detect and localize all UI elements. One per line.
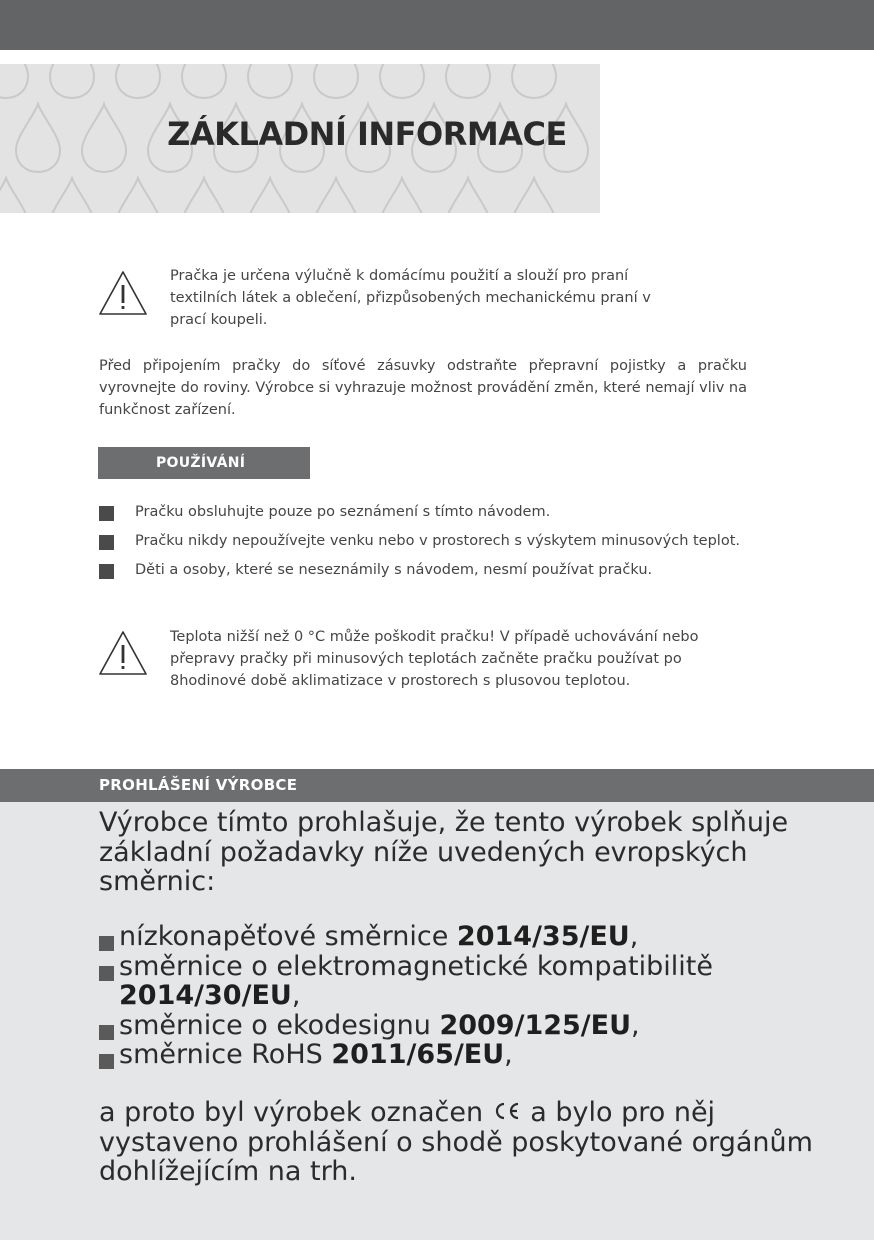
water-drop-icon (116, 64, 160, 98)
declaration-outro (99, 1098, 819, 1187)
directive-suffix: , (631, 1009, 640, 1041)
bullet-square-icon (99, 1025, 114, 1040)
water-drop-icon (248, 178, 292, 213)
directive-item (99, 952, 819, 1011)
ce-mark-icon (492, 1101, 522, 1121)
directive-suffix: , (291, 980, 301, 1011)
bullet-square-icon (99, 966, 114, 981)
water-drop-icon (50, 64, 94, 98)
water-drop-icon (116, 178, 160, 213)
water-drop-icon (446, 178, 490, 213)
bullet-square-icon (99, 506, 114, 521)
declaration-intro: Výrobce tímto prohlašuje, že tento výrobek splňuje základní požadavky níže uvedených evropských směrnic: (99, 807, 789, 897)
water-drop-icon (512, 64, 556, 98)
directive-item (99, 922, 819, 952)
list-item (99, 500, 779, 529)
list-item (99, 558, 779, 587)
directive-item (99, 1040, 819, 1070)
water-drop-icon (380, 64, 424, 98)
top-bar (0, 0, 874, 50)
usage-heading: POUŽÍVÁNÍ (98, 447, 310, 479)
directives-list (99, 922, 819, 1070)
water-drop-icon (182, 64, 226, 98)
water-drop-icon (0, 178, 28, 213)
outro-text-after: a bylo pro něj vystaveno prohlášení o shodě poskytované orgánům dohlížejícím na trh. (99, 1097, 813, 1187)
warning-triangle-icon (98, 630, 148, 676)
water-drop-icon (50, 178, 94, 213)
bullet-square-icon (99, 564, 114, 579)
water-drop-icon (248, 64, 292, 98)
water-drop-icon (446, 64, 490, 98)
directive-text: nízkonapěťové směrnice (119, 921, 457, 952)
warning-text-temperature: Teplota nižší než 0 °C může poškodit pračku! V případě uchovávání nebo přepravy pračky při minusových teplotách začněte pračku používat po 8hodinové době aklimatizace v prostorech s plusovou teplotou. (170, 629, 699, 689)
directive-code: 2014/30/EU (119, 980, 292, 1011)
directive-code: 2014/35/EU (456, 921, 630, 952)
directive-code: 2009/125/EU (439, 1009, 632, 1041)
water-drop-icon (314, 178, 358, 213)
water-drop-icon (0, 64, 28, 98)
directive-code: 2011/65/EU (331, 1039, 505, 1070)
water-drop-icon (380, 178, 424, 213)
directive-suffix: , (504, 1039, 513, 1070)
bullet-square-icon (99, 936, 114, 951)
declaration-heading: PROHLÁŠENÍ VÝROBCE (99, 776, 298, 794)
directive-item (99, 1011, 819, 1041)
water-drop-icon (314, 64, 358, 98)
directive-suffix: , (629, 921, 639, 952)
outro-text-before: a proto byl výrobek označen (99, 1097, 484, 1128)
directive-text: směrnice o ekodesignu (119, 1009, 440, 1041)
directive-text: směrnice RoHS (119, 1039, 332, 1070)
bullet-square-icon (99, 1054, 114, 1069)
usage-list (99, 500, 779, 587)
directive-text: směrnice o elektromagnetické kompatibilitě (119, 950, 713, 982)
warning-triangle-icon (98, 270, 148, 316)
water-drop-icon (512, 178, 556, 213)
warning-text-domestic-use: Pračka je určena výlučně k domácímu použití a slouží pro praní textilních látek a oblečení, přizpůsobených mechanickému praní v prací koupeli. (170, 268, 651, 328)
intro-paragraph: Před připojením pračky do síťové zásuvky odstraňte přepravní pojistky a pračku vyrovnejte do roviny. Výrobce si vyhrazuje možnost provádění změn, které nemají vliv na funkčnost zařízení. (99, 358, 748, 418)
water-drop-icon (182, 178, 226, 213)
list-item (99, 529, 779, 558)
list-item-text: Pračku nikdy nepoužívejte venku nebo v prostorech s výskytem minusových teplot. (135, 533, 740, 549)
bullet-square-icon (99, 535, 114, 550)
list-item-text: Děti a osoby, které se neseznámily s návodem, nesmí používat pračku. (135, 562, 653, 578)
list-item-text: Pračku obsluhujte pouze po seznámení s tímto návodem. (135, 504, 551, 520)
page-title: ZÁKLADNÍ INFORMACE (167, 115, 567, 153)
